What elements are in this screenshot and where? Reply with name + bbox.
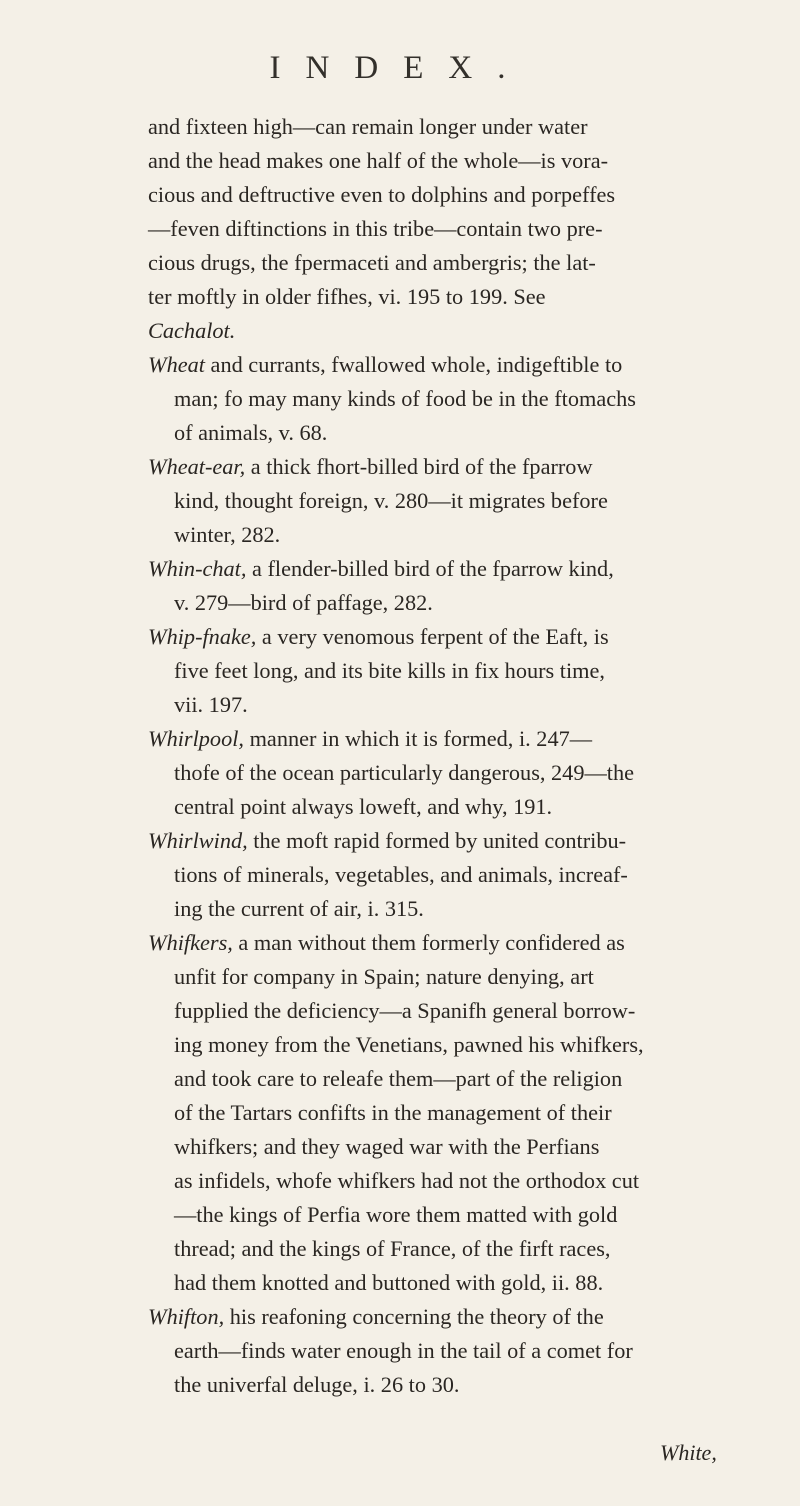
continuation-line: cious drugs, the fpermaceti and ambergris; the lat- — [148, 250, 596, 275]
catchword: White, — [660, 1440, 717, 1465]
headword: Whifton, — [148, 1304, 225, 1329]
entry-line: the univerfal deluge, i. 26 to 30. — [174, 1372, 460, 1397]
entry-text: a flender-billed bird of the fparrow kind, — [246, 556, 614, 581]
index-entry-whiskers — [148, 926, 758, 1300]
index-entry-whip-snake — [148, 620, 758, 722]
headword: Whirlpool, — [148, 726, 245, 751]
entry-line: and took care to releafe them—part of the religion — [174, 1066, 623, 1091]
headword: Wheat-ear, — [148, 454, 246, 479]
entry-text: the moft rapid formed by united contribu- — [247, 828, 627, 853]
entry-line: v. 279—bird of paffage, 282. — [174, 590, 433, 615]
continuation-line: ter moftly in older fifhes, vi. 195 to 199. See — [148, 284, 546, 309]
running-head: INDEX. — [269, 50, 531, 86]
entry-text: and currants, fwallowed whole, indigeftible to — [204, 352, 623, 377]
entry-line: winter, 282. — [174, 522, 281, 547]
index-entry-whin-chat — [148, 552, 758, 620]
headword: Whip-fnake, — [148, 624, 257, 649]
continuation-line: and the head makes one half of the whole—is vora- — [148, 148, 609, 173]
entry-line: ing the current of air, i. 315. — [174, 896, 424, 921]
entry-line: vii. 197. — [174, 692, 248, 717]
headword: Whifkers, — [148, 930, 233, 955]
index-entry-whiston — [148, 1300, 758, 1402]
entry-line: fupplied the deficiency—a Spanifh general borrow- — [174, 998, 636, 1023]
entry-line: five feet long, and its bite kills in fix hours time, — [174, 658, 606, 683]
entry-line: earth—finds water enough in the tail of a comet for — [174, 1338, 633, 1363]
entry-text: a thick fhort-billed bird of the fparrow — [245, 454, 593, 479]
entry-line: central point always loweft, and why, 191. — [174, 794, 553, 819]
index-entry-whirlpool — [148, 722, 758, 824]
index-entry-wheat-ear — [148, 450, 758, 552]
entry-line: —the kings of Perfia wore them matted with gold — [174, 1202, 618, 1227]
continuation-line: —feven diftinctions in this tribe—contain two pre- — [148, 216, 603, 241]
index-entry-wheat — [148, 348, 758, 450]
entry-text: a very venomous ferpent of the Eaft, is — [256, 624, 609, 649]
entry-line: kind, thought foreign, v. 280—it migrates before — [174, 488, 608, 513]
entry-line: had them knotted and buttoned with gold, ii. 88. — [174, 1270, 604, 1295]
entry-line: thofe of the ocean particularly dangerous, 249—the — [174, 760, 635, 785]
entry-line: tions of minerals, vegetables, and animals, increaf- — [174, 862, 628, 887]
index-text — [148, 110, 758, 1402]
index-entry-whirlwind — [148, 824, 758, 926]
entry-text: his reafoning concerning the theory of the — [224, 1304, 604, 1329]
entry-line: thread; and the kings of France, of the firft races, — [174, 1236, 611, 1261]
continuation-entry — [148, 110, 758, 348]
entry-line: man; fo may many kinds of food be in the ftomachs — [174, 386, 636, 411]
entry-line: of the Tartars confifts in the management of their — [174, 1100, 612, 1125]
entry-line: unfit for company in Spain; nature denying, art — [174, 964, 594, 989]
continuation-line: and fixteen high—can remain longer under water — [148, 114, 588, 139]
entry-text: a man without them formerly confidered as — [232, 930, 625, 955]
entry-text: manner in which it is formed, i. 247— — [244, 726, 593, 751]
continuation-cross-reference: Cachalot. — [148, 318, 236, 343]
headword: Whin-chat, — [148, 556, 247, 581]
entry-line: as infidels, whofe whifkers had not the orthodox cut — [174, 1168, 640, 1193]
entry-line: ing money from the Venetians, pawned his whifkers, — [174, 1032, 644, 1057]
continuation-line: cious and deftructive even to dolphins and porpeffes — [148, 182, 616, 207]
entry-line: whifkers; and they waged war with the Perfians — [174, 1134, 600, 1159]
entry-line: of animals, v. 68. — [174, 420, 328, 445]
headword: Wheat — [148, 352, 205, 377]
headword: Whirlwind, — [148, 828, 248, 853]
